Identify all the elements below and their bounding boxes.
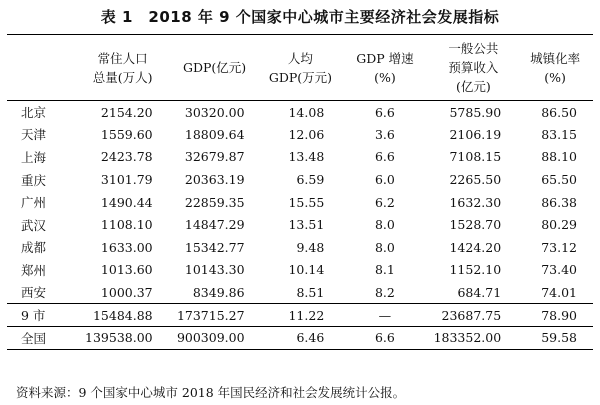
table-cell: 11.22 (288, 307, 325, 323)
table-cell: 684.71 (457, 284, 502, 300)
city-name: 西安 (21, 285, 47, 301)
table-cell: 183352.00 (433, 330, 502, 346)
table-cell: 8.0 (374, 217, 395, 233)
table-cell: 2265.50 (449, 172, 502, 188)
table-cell: 1528.70 (449, 217, 502, 233)
table-cell: 65.50 (541, 172, 577, 188)
table-cell: 15484.88 (92, 307, 153, 323)
table-cell: 8.51 (296, 284, 325, 300)
header-row (7, 35, 593, 101)
table-cell: 30320.00 (184, 104, 245, 120)
city-name: 天津 (21, 127, 47, 143)
table-title: 表 1 2018 年 9 个国家中心城市主要经济社会发展指标 (100, 8, 500, 26)
table-cell: 10143.30 (184, 262, 245, 278)
table-cell: 15.55 (288, 194, 325, 210)
table-cell: 12.06 (288, 126, 325, 142)
table-cell: 2106.19 (449, 126, 502, 142)
table-cell: 8.1 (374, 262, 395, 278)
table-cell: 32679.87 (184, 149, 245, 165)
city-name: 重庆 (21, 172, 47, 188)
table-row (7, 191, 593, 214)
table-row (7, 236, 593, 259)
table-row (7, 281, 593, 304)
table-row (7, 168, 593, 191)
table-row (7, 146, 593, 169)
table-cell: 1633.00 (100, 239, 153, 255)
table-cell: 7108.15 (449, 149, 502, 165)
table-cell: 86.50 (541, 104, 577, 120)
table-cell: 6.59 (296, 172, 325, 188)
table-cell: 900309.00 (176, 330, 245, 346)
table-cell: 78.90 (541, 307, 577, 323)
table-cell: 73.40 (541, 262, 577, 278)
table-row (7, 259, 593, 282)
table-cell: 1424.20 (449, 239, 502, 255)
table-cell: 73.12 (541, 239, 577, 255)
table-cell: 88.10 (541, 149, 577, 165)
table-cell: — (378, 307, 392, 323)
table-cell: 9.48 (296, 239, 325, 255)
table-cell: 173715.27 (176, 307, 245, 323)
city-name: 9 市 (21, 308, 46, 324)
table-row (7, 304, 593, 327)
table-cell: 86.38 (541, 194, 577, 210)
table-cell: 18809.64 (184, 126, 245, 142)
table-cell: 6.6 (374, 104, 395, 120)
table-cell: 1108.10 (100, 217, 153, 233)
table-cell: 3.6 (374, 126, 395, 142)
city-name: 北京 (21, 105, 47, 121)
table-cell: 1490.44 (100, 194, 153, 210)
city-name: 上海 (21, 149, 47, 165)
table-cell: 2154.20 (100, 104, 153, 120)
table-cell: 13.48 (288, 149, 325, 165)
table-cell: 2423.78 (100, 149, 153, 165)
table-cell: 8.2 (374, 284, 395, 300)
table-row (7, 213, 593, 236)
table-cell: 1000.37 (100, 284, 153, 300)
header-gdp: GDP(亿元) (183, 60, 247, 75)
table-cell: 5785.90 (449, 104, 502, 120)
city-name: 成都 (21, 240, 47, 256)
table-cell: 1632.30 (449, 194, 502, 210)
table-cell: 1152.10 (449, 262, 502, 278)
table-row (7, 326, 593, 349)
city-name: 广州 (21, 195, 47, 211)
table-cell: 83.15 (541, 126, 577, 142)
table-cell: 14847.29 (184, 217, 245, 233)
table-cell: 6.6 (374, 330, 395, 346)
table-cell: 6.6 (374, 149, 395, 165)
table-cell: 10.14 (288, 262, 325, 278)
table-cell: 74.01 (541, 284, 577, 300)
table-cell: 3101.79 (100, 172, 153, 188)
header-population: 常住人口 总量(万人) (92, 50, 153, 85)
header-urbanization: 城镇化率 (%) (530, 50, 581, 85)
table-cell: 1013.60 (100, 262, 153, 278)
table-cell: 22859.35 (184, 194, 245, 210)
table-cell: 6.0 (374, 172, 395, 188)
table-cell: 15342.77 (184, 239, 245, 255)
table-cell: 6.2 (374, 194, 395, 210)
header-city (7, 35, 77, 101)
table-cell: 139538.00 (85, 330, 153, 346)
table-cell: 1559.60 (100, 126, 153, 142)
header-budget-revenue: 一般公共 预算收入 (亿元) (448, 41, 499, 94)
table-cell: 8.0 (374, 239, 395, 255)
city-name: 武汉 (21, 217, 47, 233)
table-cell: 8349.86 (192, 284, 245, 300)
header-gdp-growth: GDP 增速 (%) (356, 50, 414, 85)
table-cell: 14.08 (288, 104, 325, 120)
city-name: 全国 (21, 330, 47, 346)
indicator-table (7, 34, 593, 350)
table-cell: 6.46 (296, 330, 325, 346)
table-row (7, 123, 593, 146)
table-cell: 13.51 (288, 217, 325, 233)
city-name: 郑州 (21, 262, 47, 278)
table-cell: 80.29 (541, 217, 577, 233)
source-note: 资料来源：9 个国家中心城市 2018 年国民经济和社会发展统计公报。 (16, 385, 406, 400)
table-cell: 23687.75 (441, 307, 502, 323)
header-gdp-per-capita: 人均 GDP(万元) (268, 50, 332, 85)
table-cell: 20363.19 (184, 172, 245, 188)
table-row (7, 101, 593, 124)
table-cell: 59.58 (541, 330, 577, 346)
